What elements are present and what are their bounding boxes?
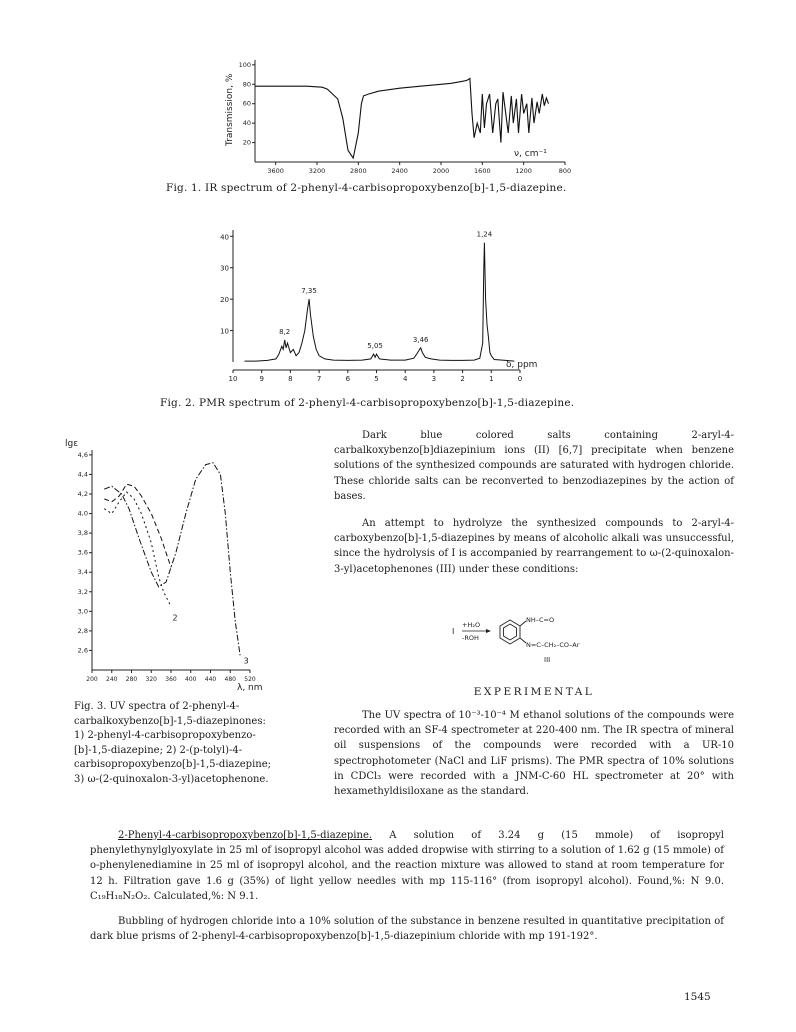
fig3-caption-line: Fig. 3. UV spectra of 2-phenyl-4- — [74, 701, 240, 712]
ir-x-tick-label: 1600 — [474, 167, 491, 175]
uv-x-tick-label: 440 — [204, 676, 217, 683]
paragraph-hydrolysis: An attempt to hydrolyze the synthesized compounds to 2-aryl-4-carboxybenzo[b]-1,5-diazepines by means of alcoholic alkali was unsuccessful, since the hydrolysis of I is accompanied by rearrangement to ω-(2-quinoxalon-3-yl)acetophenones (III) under these conditions: — [334, 518, 734, 575]
ir-x-tick-label: 3200 — [308, 167, 326, 175]
pmr-y-tick-label: 30 — [220, 264, 229, 273]
uv-series-1-line — [104, 484, 171, 567]
scheme-reagent-top: +H₂O — [462, 621, 481, 629]
uv-series-3-line — [104, 463, 240, 656]
uv-spectra-chart — [62, 438, 302, 696]
ir-y-label: Transmission, % — [225, 73, 235, 146]
uv-y-tick-label: 2,6 — [77, 646, 88, 655]
pmr-x-tick-label: 2 — [460, 375, 465, 383]
pmr-peak-label: 5,05 — [367, 342, 383, 351]
pmr-x-tick-label: 4 — [402, 375, 408, 383]
uv-y-tick-label: 4,4 — [77, 470, 88, 479]
pmr-x-tick-label: 10 — [228, 375, 238, 383]
fig3-caption-line: [b]-1,5-diazepine; 2) 2-(p-tolyl)-4- — [74, 744, 243, 756]
pmr-unit-label: δ, ppm — [506, 360, 538, 370]
pmr-x-tick-label: 7 — [316, 375, 322, 383]
pmr-spectrum-chart — [215, 222, 540, 392]
fig3-caption — [74, 700, 271, 788]
uv-x-tick-label: 480 — [224, 676, 236, 683]
experimental-text — [334, 708, 734, 799]
ir-x-tick-label: 2800 — [350, 167, 367, 175]
pmr-peak-label: 1,24 — [476, 230, 493, 239]
pmr-y-tick-label: 20 — [220, 296, 229, 305]
page-number: 1545 — [684, 991, 711, 1003]
uv-x-tick-label: 240 — [106, 676, 118, 683]
ir-x-tick-label: 2000 — [432, 167, 450, 175]
uv-y-tick-label: 3,6 — [77, 548, 88, 557]
scheme-nh-co: NH–C=O — [526, 616, 555, 624]
scheme-reagent-bottom: -ROH — [462, 634, 479, 642]
uv-x-tick-label: 320 — [145, 676, 157, 683]
pmr-x-tick-label: 1 — [489, 375, 494, 383]
paragraph-salt-precipitation: Bubbling of hydrogen chloride into a 10% solution of the substance in benzene resulted in quantitative precipitation of dark blue prisms of 2-phenyl-4-carbisopropoxybenzo[b]-1,5-diazepinium chloride with mp 191-192°. — [90, 916, 724, 943]
pmr-x-tick-label: 6 — [345, 375, 351, 383]
uv-curve-label-2: 2 — [172, 613, 178, 623]
ir-x-tick-label: 2400 — [391, 167, 408, 175]
synthesis-title: 2-Phenyl-4-carbisopropoxybenzo[b]-1,5-diazepine. — [118, 830, 373, 841]
ir-x-tick-label: 800 — [558, 167, 572, 175]
uv-y-tick-label: 2,8 — [77, 626, 88, 635]
pmr-x-tick-label: 9 — [259, 375, 264, 383]
fig3-caption-line: carbisopropoxybenzo[b]-1,5-diazepine; — [74, 759, 271, 771]
ir-x-tick-label: 3600 — [267, 167, 284, 175]
fig2-caption: Fig. 2. PMR spectrum of 2-phenyl-4-carbisopropoxybenzo[b]-1,5-diazepine. — [160, 397, 575, 409]
pmr-y-tick-label: 40 — [220, 233, 229, 242]
paragraph-methods: The UV spectra of 10⁻³-10⁻⁴ M ethanol solutions of the compounds were recorded with an SF-4 spectrometer at 220-400 nm. The IR spectra of mineral oil suspensions of the compounds were recorded with a UR-10 spectrophotometer (NaCl and LiF prisms). The PMR spectra of 10% solutions in CDCl₃ were recorded with a JNM-C-60 HL spectrometer at 20° with hexamethyldisiloxane as the standard. — [334, 710, 734, 798]
uv-x-tick-label: 360 — [165, 676, 177, 683]
ir-y-tick-label: 80 — [242, 80, 251, 89]
ir-x-tick-label: 1200 — [515, 167, 532, 175]
pmr-x-tick-label: 0 — [517, 375, 523, 383]
pmr-x-tick-label: 5 — [374, 375, 379, 383]
uv-y-tick-label: 3,8 — [77, 529, 88, 538]
pmr-x-tick-label: 3 — [431, 375, 437, 383]
right-column-text — [334, 428, 734, 577]
uv-x-tick-label: 200 — [86, 676, 98, 683]
uv-x-tick-label: 280 — [125, 676, 138, 683]
uv-y-tick-label: 3,2 — [77, 587, 88, 596]
fig3-caption-line: 1) 2-phenyl-4-carbisopropoxybenzo- — [74, 730, 256, 742]
pmr-peak-label: 8,2 — [279, 328, 291, 336]
scheme-side-chain: N=C–CH₂–CO–Ar — [526, 641, 580, 649]
fig3-caption-line: 3) ω-(2-quinoxalon-3-yl)acetophenone. — [74, 773, 269, 785]
ir-spectrum-chart — [220, 52, 580, 180]
ir-y-tick-label: 40 — [242, 119, 251, 128]
reaction-scheme — [448, 610, 638, 668]
uv-y-tick-label: 4,6 — [77, 450, 88, 459]
scheme-label: III — [544, 656, 551, 664]
pmr-peak-label: 7,35 — [301, 287, 317, 296]
pmr-peak-label: 3,46 — [412, 335, 429, 344]
uv-y-label: lgε — [65, 439, 79, 449]
uv-x-label: λ, nm — [237, 683, 263, 693]
ir-spectrum-line — [255, 79, 549, 159]
ir-y-tick-label: 100 — [238, 60, 251, 69]
uv-curve-label-3: 3 — [243, 656, 249, 666]
fig1-caption: Fig. 1. IR spectrum of 2-phenyl-4-carbisopropoxybenzo[b]-1,5-diazepine. — [166, 182, 567, 194]
experimental-heading: EXPERIMENTAL — [473, 686, 595, 698]
ir-y-tick-label: 60 — [242, 99, 251, 108]
pmr-x-tick-label: 8 — [288, 375, 293, 383]
uv-y-tick-label: 4,0 — [77, 509, 88, 518]
fig3-caption-line: carbalkoxybenzo[b]-1,5-diazepinones: — [74, 715, 266, 727]
uv-x-tick-label: 400 — [185, 676, 197, 683]
uv-series-2-line — [104, 492, 171, 606]
benzene-ring — [500, 620, 520, 644]
paragraph-synthesis — [90, 828, 724, 904]
scheme-start: I — [452, 627, 455, 636]
uv-x-tick-label: 520 — [244, 676, 256, 683]
uv-y-tick-label: 4,2 — [77, 490, 88, 498]
ir-y-tick-label: 20 — [242, 138, 251, 147]
synthesis-body: A solution of 3.24 g (15 mmole) of isopropyl phenylethynylglyoxylate in 25 ml of isopropyl alcohol was added dropwise with stirring to a solution of 1.62 g (15 mmole) of o-phenylenediamine in 25 ml of isopropyl alcohol, and the reaction mixture was allowed to stand at room temperature for 12 h. Filtration gave 1.6 g (35%) of light yellow needles with mp 115-116° (from isopropyl alcohol). Found,%: N 9.0. C₁₉H₁₈N₂O₂. Calculated,%: N 9.1. — [90, 830, 724, 902]
ir-x-unit-label: ν, cm⁻¹ — [514, 149, 547, 159]
bottom-text — [90, 828, 724, 944]
pmr-y-tick-label: 10 — [220, 327, 229, 336]
uv-y-tick-label: 3,4 — [77, 568, 88, 577]
paragraph-salts: Dark blue colored salts containing 2-aryl-4-carbalkoxybenzo[b]diazepinium ions (II) [6,7] precipitate when benzene solutions of the synthesized compounds are saturated with hydrogen chloride. These chloride salts can be reconverted to benzodiazepines by the action of bases. — [334, 430, 734, 502]
uv-y-tick-label: 3,0 — [77, 607, 88, 616]
